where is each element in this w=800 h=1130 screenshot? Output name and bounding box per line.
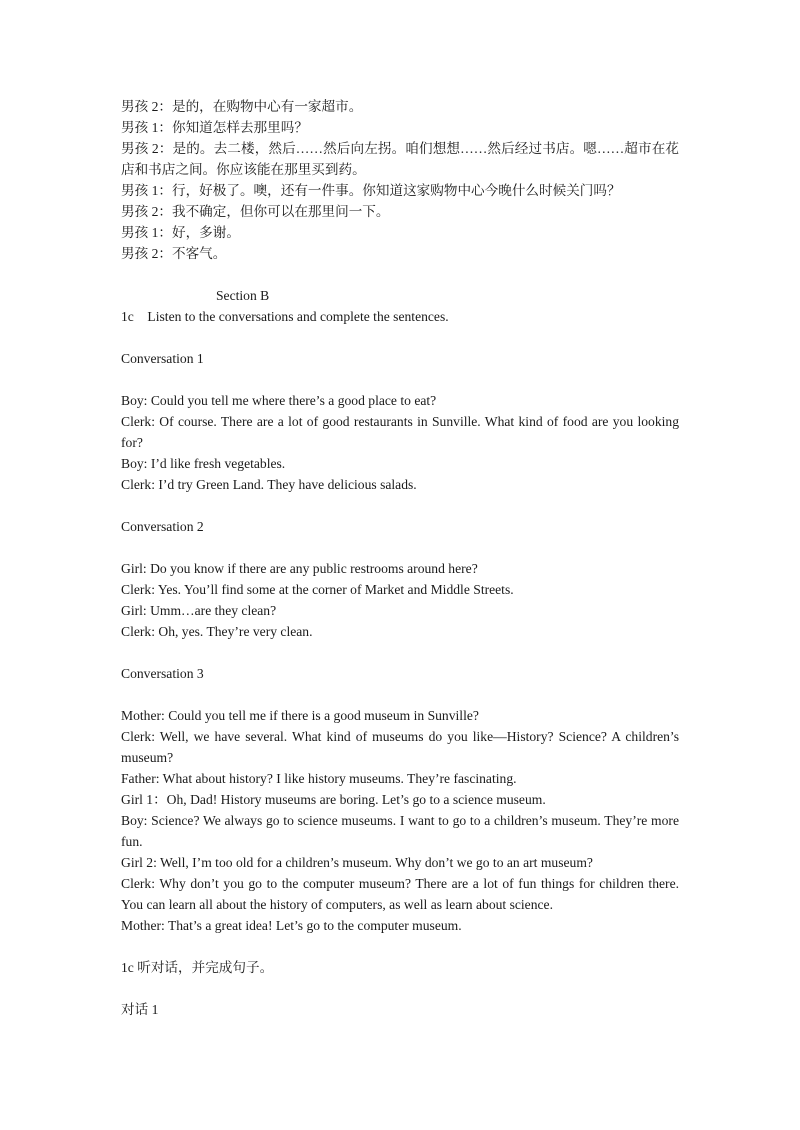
dialogue-line: 男孩 2：是的，在购物中心有一家超市。	[121, 99, 363, 114]
dialogue-line: Boy: Could you tell me where there’s a good place to eat?	[121, 393, 437, 408]
conversation-1	[121, 348, 679, 495]
instruction: 1c Listen to the conversations and complete the sentences.	[121, 309, 449, 324]
chinese-dialogue	[121, 96, 679, 264]
chinese-conversation-title: 对话 1	[121, 1002, 159, 1017]
dialogue-line: 男孩 2：我不确定，但你可以在那里问一下。	[121, 204, 390, 219]
dialogue-line: Clerk: Oh, yes. They’re very clean.	[121, 624, 313, 639]
dialogue-line: 男孩 1：行，好极了。噢，还有一件事。你知道这家购物中心今晚什么时候关门吗？	[121, 183, 621, 198]
dialogue-line: 男孩 1：好，多谢。	[121, 225, 240, 240]
dialogue-line: 男孩 2：不客气。	[121, 246, 227, 261]
dialogue-line: Clerk: Yes. You’ll find some at the corner of Market and Middle Streets.	[121, 582, 514, 597]
dialogue-line: Mother: Could you tell me if there is a good museum in Sunville?	[121, 708, 479, 723]
conversation-2	[121, 516, 679, 642]
conversation-title: Conversation 2	[121, 519, 204, 534]
section-title: Section B	[216, 288, 270, 303]
document-page	[121, 96, 679, 1020]
dialogue-line: Girl 1：Oh, Dad! History museums are boring. Let’s go to a science museum.	[121, 792, 546, 807]
dialogue-line: Clerk: I’d try Green Land. They have delicious salads.	[121, 477, 417, 492]
dialogue-line: Girl 2: Well, I’m too old for a children’s museum. Why don’t we go to an art museum?	[121, 855, 593, 870]
dialogue-line: Father: What about history? I like history museums. They’re fascinating.	[121, 771, 517, 786]
dialogue-line: Girl: Do you know if there are any public restrooms around here?	[121, 561, 478, 576]
conversation-title: Conversation 3	[121, 666, 204, 681]
conversation-3	[121, 663, 679, 936]
chinese-instruction: 1c 听对话，并完成句子。	[121, 960, 274, 975]
conversation-title: Conversation 1	[121, 351, 204, 366]
dialogue-line: Girl: Umm…are they clean?	[121, 603, 277, 618]
dialogue-line: Boy: I’d like fresh vegetables.	[121, 456, 286, 471]
dialogue-line: Boy: Science? We always go to science museums. I want to go to a children’s museum. They’re more fun.	[121, 813, 679, 849]
dialogue-line: 男孩 1：你知道怎样去那里吗？	[121, 120, 308, 135]
dialogue-line: Clerk: Of course. There are a lot of good restaurants in Sunville. What kind of food are you looking for?	[121, 414, 679, 450]
dialogue-line: Mother: That’s a great idea! Let’s go to the computer museum.	[121, 918, 462, 933]
dialogue-line: 男孩 2：是的。去二楼，然后……然后向左拐。咱们想想……然后经过书店。嗯……超市在花店和书店之间。你应该能在那里买到药。	[121, 141, 679, 177]
dialogue-line: Clerk: Well, we have several. What kind of museums do you like—History? Science? A children’s museum?	[121, 729, 679, 765]
dialogue-line: Clerk: Why don’t you go to the computer museum? There are a lot of fun things for children there. You can learn all about the history of computers, as well as learn about science.	[121, 876, 679, 912]
